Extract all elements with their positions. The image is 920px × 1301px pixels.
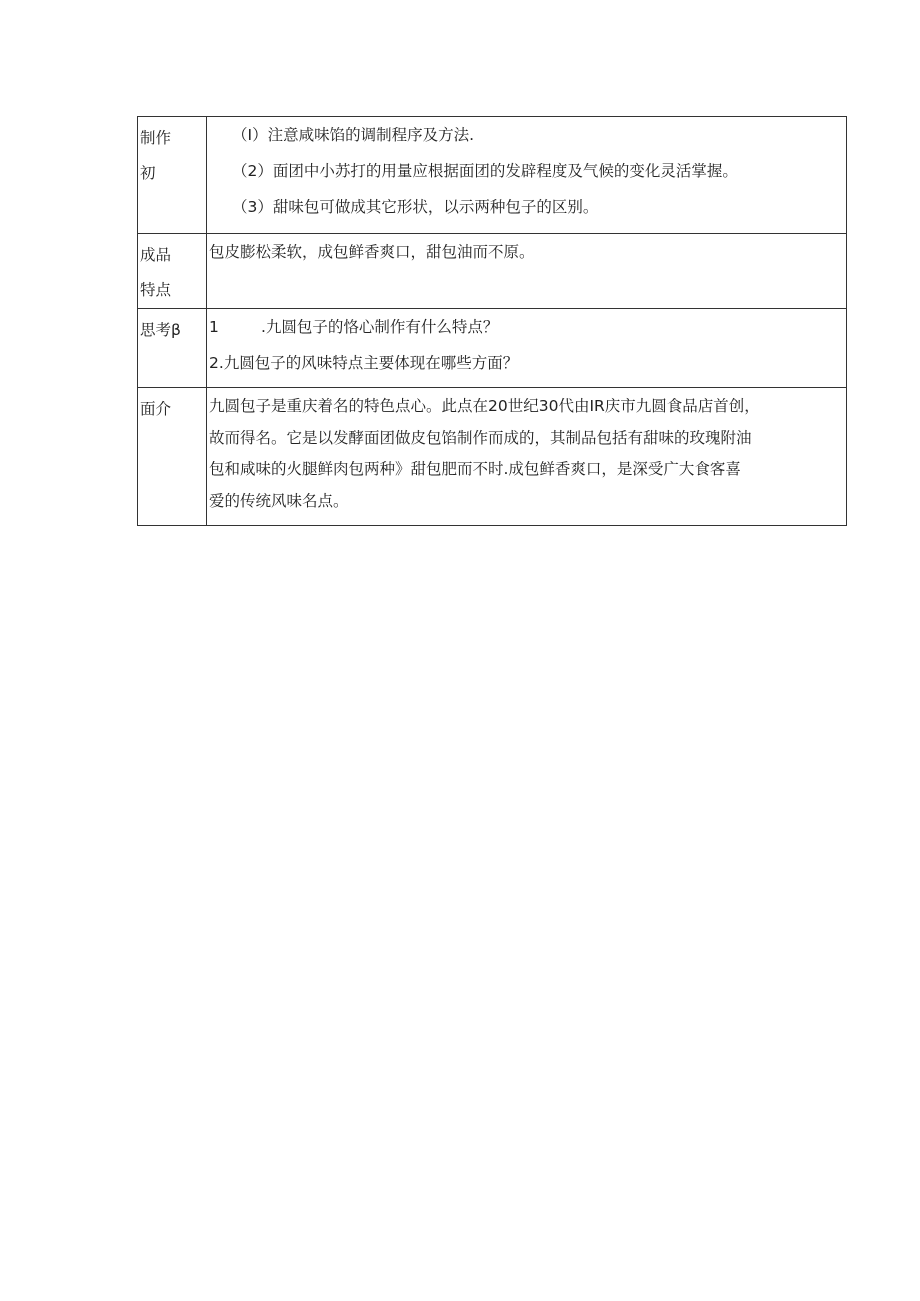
table-row-features — [138, 234, 847, 309]
note-line-3: （3）甜味包可做成其它形状，以示两种包子的区别。 — [232, 198, 599, 216]
row-label-questions — [138, 309, 207, 388]
note-line-2: （2）面团中小苏打的用量应根据面团的发辟程度及气候的变化灵活掌握。 — [232, 162, 738, 180]
row-label-notes — [138, 117, 207, 234]
row-content-features — [207, 234, 847, 309]
row-label-intro — [138, 388, 207, 526]
label-line: 成品 — [140, 246, 172, 264]
recipe-info-table — [137, 116, 847, 526]
intro-line-2: 故而得名。它是以发酵面团做皮包馅制作而成的，其制品包括有甜味的玫瑰附油 — [209, 428, 752, 447]
row-content-notes — [207, 117, 847, 234]
table-row-questions — [138, 309, 847, 388]
question-1-number: 1 — [209, 318, 219, 336]
question-1 — [209, 312, 846, 348]
row-label-features — [138, 234, 207, 309]
intro-line-4: 爱的传统风味名点。 — [209, 491, 349, 510]
question-2: 2.九圆包子的风味特点主要体现在哪些方面？ — [209, 354, 519, 372]
row-content-questions — [207, 309, 847, 388]
label-line: 特点 — [140, 281, 172, 299]
label-line: 面介 — [140, 400, 172, 418]
label-line: 制作 — [140, 129, 172, 147]
label-line: 思考β — [140, 321, 181, 339]
table-row-notes — [138, 117, 847, 234]
table-row-intro — [138, 388, 847, 526]
intro-line-1: 九圆包子是重庆着名的特色点心。此点在20世纪30代由IR庆市九圆食品店首创， — [209, 397, 760, 415]
intro-line-3: 包和咸味的火腿鲜肉包两种》甜包肥而不时.成包鲜香爽口，是深受广大食客喜 — [209, 460, 741, 478]
features-text: 包皮膨松柔软，成包鲜香爽口，甜包油而不原。 — [209, 243, 535, 261]
row-content-intro — [207, 388, 847, 526]
note-line-1: （I）注意咸味馅的调制程序及方法. — [232, 126, 474, 144]
label-line: 初 — [140, 164, 156, 182]
question-1-text: .九圆包子的恪心制作有什么特点？ — [261, 318, 499, 336]
